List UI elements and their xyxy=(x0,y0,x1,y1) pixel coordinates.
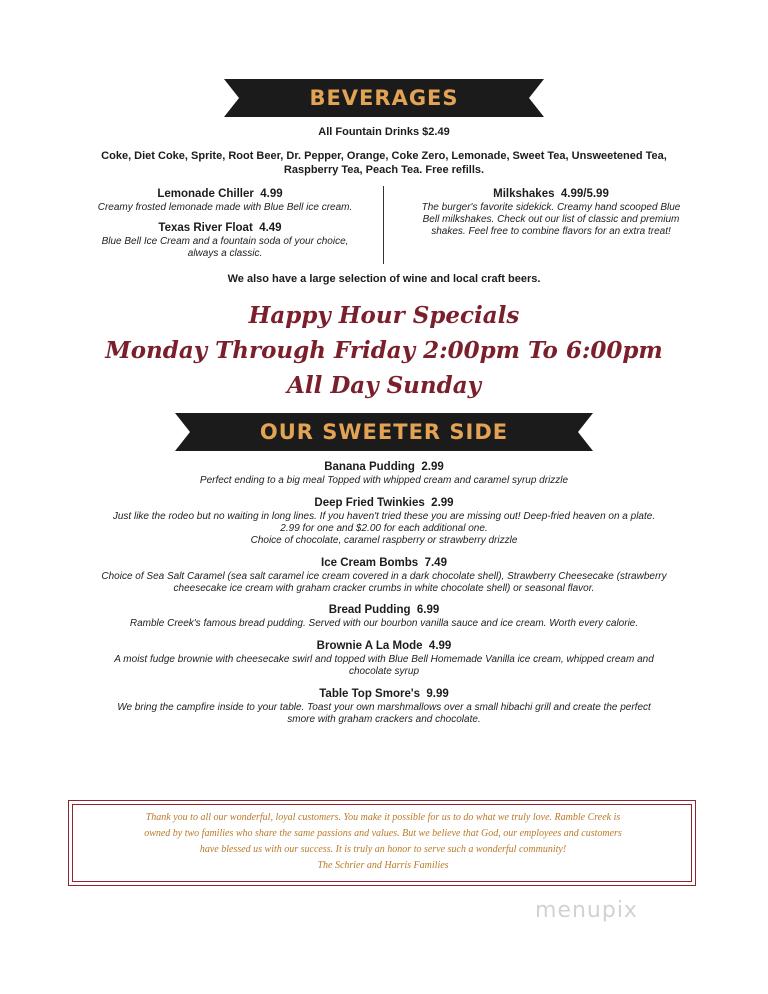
item-title: Deep Fried Twinkies xyxy=(314,497,425,509)
item-title: Banana Pudding xyxy=(324,461,415,473)
drink-list-line-1: Coke, Diet Coke, Sprite, Root Beer, Dr. Pepper, Orange, Coke Zero, Lemonade, Sweet Tea, Unsweetened Tea, xyxy=(101,150,667,162)
menu-item-name xyxy=(0,640,768,653)
item-price: 4.99 xyxy=(428,640,452,652)
happy-hour-sunday: All Day Sunday xyxy=(287,372,481,399)
item-title: Brownie A La Mode xyxy=(316,640,423,652)
menu-item-name xyxy=(0,188,440,201)
item-price: 2.99 xyxy=(431,497,454,509)
item-description: Ramble Creek's famous bread pudding. Served with our bourbon vanilla sauce and ice cream. Worth every calorie. xyxy=(129,618,639,629)
item-description: A moist fudge brownie with cheesecake swirl and topped with Blue Bell Homemade Vanilla ice cream, whipped cream and xyxy=(114,654,654,665)
column-divider xyxy=(383,186,384,264)
thank-you-line: Thank you to all our wonderful, loyal customers. You make it possible for us to do what we truly love. Ramble Creek is xyxy=(145,812,621,823)
menu-item-name xyxy=(386,188,716,201)
thank-you-line: have blessed us with our success. It is truly an honor to serve such a wonderful community! xyxy=(199,844,567,855)
item-description: Just like the rodeo but no waiting in long lines. If you haven't tried these you are missing out! Deep-fried heaven on a plate. xyxy=(112,511,656,522)
beverages-title: BEVERAGES xyxy=(309,86,459,110)
item-description: Blue Bell Ice Cream and a fountain soda of your choice, xyxy=(101,236,349,247)
menu-item-name xyxy=(0,604,768,617)
item-price: 6.99 xyxy=(416,604,440,616)
fountain-drinks: All Fountain Drinks $2.49 xyxy=(318,126,450,138)
wine-beer-note: We also have a large selection of wine and local craft beers. xyxy=(227,273,541,285)
item-price: 9.99 xyxy=(426,688,449,700)
item-title: Texas River Float xyxy=(158,222,253,234)
item-description: Choice of chocolate, caramel raspberry or strawberry drizzle xyxy=(250,535,518,546)
item-price: 7.49 xyxy=(424,557,447,569)
item-price: 4.49 xyxy=(259,222,282,234)
item-title: Lemonade Chiller xyxy=(157,188,254,200)
sweeter-banner xyxy=(175,410,593,454)
item-description: smore with graham crackers and chocolate. xyxy=(287,714,481,725)
happy-hour-weekday: Monday Through Friday 2:00pm To 6:00pm xyxy=(105,337,663,364)
item-description: shakes. Feel free to combine flavors for an extra treat! xyxy=(431,226,671,237)
item-title: Milkshakes xyxy=(493,188,555,200)
thank-you-line: owned by two families who share the same passions and values. But we believe that God, our employees and customers xyxy=(144,828,622,839)
item-description: The burger's favorite sidekick. Creamy hand scooped Blue xyxy=(421,202,681,213)
beverages-banner xyxy=(224,76,544,120)
item-description: Choice of Sea Salt Caramel (sea salt caramel ice cream covered in a dark chocolate shell), Strawberry Cheesecake (strawberry xyxy=(101,571,667,582)
item-price: 4.99/5.99 xyxy=(560,188,609,200)
thank-you-signature: The Schrier and Harris Families xyxy=(317,860,449,871)
item-description: Creamy frosted lemonade made with Blue Bell ice cream. xyxy=(97,202,353,213)
item-price: 4.99 xyxy=(260,188,283,200)
item-description: We bring the campfire inside to your table. Toast your own marshmallows over a small hibachi grill and create the perfect xyxy=(117,702,651,713)
menu-item-name xyxy=(0,688,768,701)
item-title: Table Top Smore's xyxy=(319,688,420,700)
item-description: always a classic. xyxy=(187,248,263,259)
sweeter-title: OUR SWEETER SIDE xyxy=(259,420,509,444)
menu-item-name xyxy=(0,497,768,510)
drink-list-line-2: Raspberry Tea, Peach Tea. Free refills. xyxy=(283,164,485,176)
item-description: Perfect ending to a big meal Topped with whipped cream and caramel syrup drizzle xyxy=(199,475,569,486)
menu-item-name xyxy=(0,557,768,570)
item-description: 2.99 for one and $2.00 for each additional one. xyxy=(280,523,488,534)
watermark: menupix xyxy=(535,898,638,923)
menu-item-name xyxy=(0,461,768,474)
item-price: 2.99 xyxy=(421,461,444,473)
happy-hour-title: Happy Hour Specials xyxy=(248,302,520,329)
item-description: cheesecake ice cream with graham cracker crumbs in white chocolate shell) or seasonal flavor. xyxy=(173,583,595,594)
item-description: chocolate syrup xyxy=(348,666,420,677)
thank-you-box xyxy=(72,804,692,882)
menu-item-name xyxy=(0,222,440,235)
item-title: Ice Cream Bombs xyxy=(321,557,419,569)
item-description: Bell milkshakes. Check out our list of classic and premium xyxy=(422,214,680,225)
item-title: Bread Pudding xyxy=(328,604,411,616)
